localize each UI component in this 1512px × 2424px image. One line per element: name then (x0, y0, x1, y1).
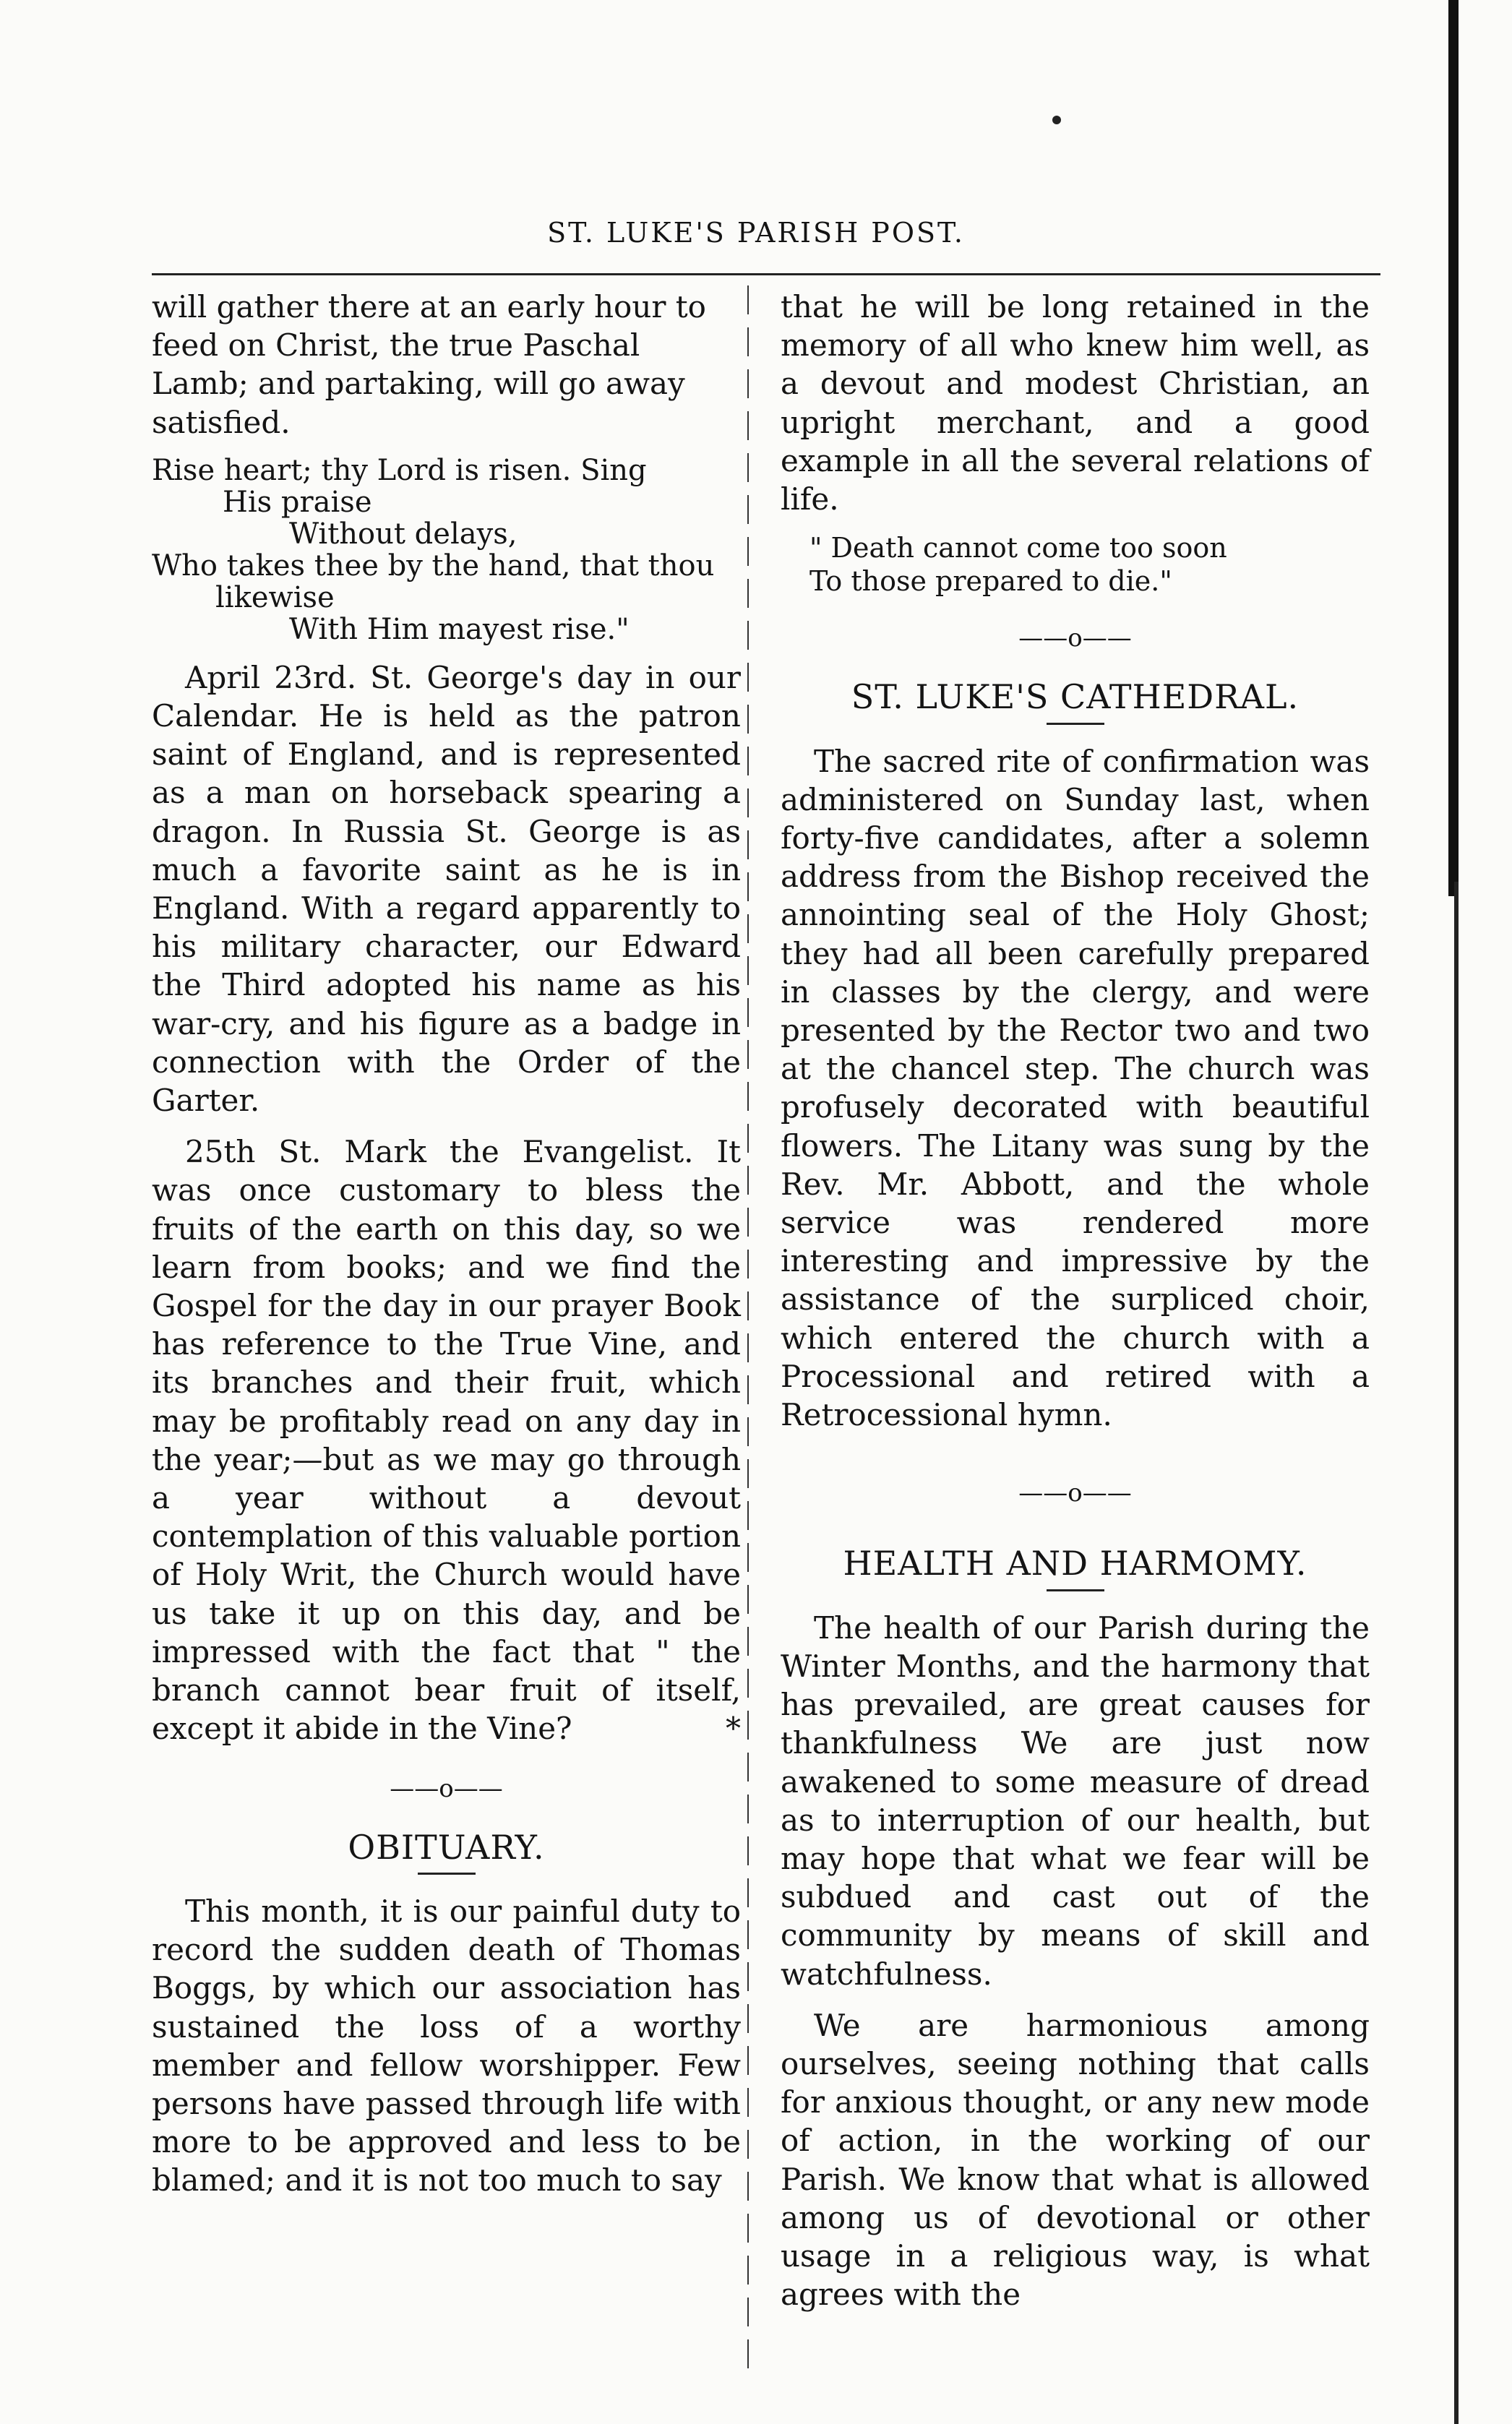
ornament-divider: ——o—— (1018, 624, 1132, 653)
cathedral-heading: ST. LUKE'S CATHEDRAL. (851, 677, 1300, 717)
binding-edge-rule-lower (1454, 882, 1459, 2424)
short-rule (1047, 1589, 1104, 1591)
obituary-heading: OBITUARY. (348, 1827, 545, 1867)
health-heading: HEALTH AND HARMOMY. (843, 1544, 1307, 1583)
left-column (152, 288, 741, 2213)
ornament-divider: ——o—— (390, 1774, 503, 1803)
health-paragraph-2: We are harmonious among ourselves, seeing nothing that calls for anxious thought, or any new mode of action, in the working of our Parish. We know that what is allowed among us of devotional or other usage in a religious way, is what agrees with the (781, 2007, 1370, 2313)
st-mark-paragraph: 25th St. Mark the Evangelist. It was once customary to bless the fruits of the earth on this day, so we learn from books; and we find the Gospel for the day in our prayer Book has reference to the True Vine, and its branches and their fruit, which may be profitably read on any day in the year;—but as we may go through a year without a devout contemplation of this valuable portion of Holy Writ, the Church would have us take it up on this day, and be impressed with the fact that " the branch cannot bear fruit of itself, except it abide in the Vine? * (152, 1133, 741, 1748)
short-rule (1047, 723, 1104, 725)
running-header: ST. LUKE'S PARISH POST. (547, 217, 965, 249)
binding-edge-rule (1448, 0, 1459, 896)
cathedral-paragraph: The sacred rite of confirmation was administered on Sunday last, when forty-five candidates, after a solemn address from the Bishop received the annointing seal of the Holy Ghost; they had all been carefully prepared in classes by the clergy, and were presented by the Rector two and two at the chancel step. The church was profusely decorated with beautiful flowers. The Litany was sung by the Rev. Mr. Abbott, and the whole service was rendered more interesting and impressive by the assistance of the surpliced choir, which entered the church with a Processional and retired with a Retrocessional hymn. (781, 743, 1370, 1433)
verse-quote: " Death cannot come too soon To those prepared to die." (809, 532, 1227, 598)
obituary-continued-paragraph: that he will be long retained in the memory of all who knew him well, as a devout and modest Christian, an upright merchant, and a good example in all the several relations of life. (781, 289, 1370, 517)
asterisk: * (726, 1711, 741, 1747)
header-rule (152, 273, 1380, 275)
st-george-paragraph: April 23rd. St. George's day in our Calendar. He is held as the patron saint of England, and is represented as a man on horseback spearing a dragon. In Russia St. George is as much a favorite saint as he is in England. With a regard apparently to his military character, our Edward the Third adopted his name as his war-cry, and his figure as a badge in connection with the Order of the Garter. (152, 659, 741, 1119)
ornament-divider: ——o—— (1018, 1479, 1132, 1508)
obituary-paragraph: This month, it is our painful duty to record the sudden death of Thomas Boggs, by which our association has sustained the loss of a worthy member and fellow worshipper. Few persons have passed through life with more to be approved and less to be blamed; and it is not too much to say (152, 1893, 741, 2199)
health-paragraph-1: The health of our Parish during the Winter Months, and the harmony that has prevailed, are great causes for thankfulness We are just now awakened to some measure of dread as to interruption of our health, but may hope that what we fear will be subdued and cast out of the community by means of skill and watchfulness. (781, 1609, 1370, 1992)
column-divider (747, 285, 749, 2381)
poem: Rise heart; thy Lord is risen. Sing His praise Without delays, Who takes thee by the hand, that thou likewise With Him mayest rise." (152, 453, 715, 646)
short-rule (418, 1873, 476, 1875)
continued-paragraph: will gather there at an early hour to feed on Christ, the true Paschal Lamb; and partaking, will go away satisfied. (152, 289, 706, 440)
ink-dot (1052, 116, 1061, 124)
right-column (781, 288, 1370, 2326)
